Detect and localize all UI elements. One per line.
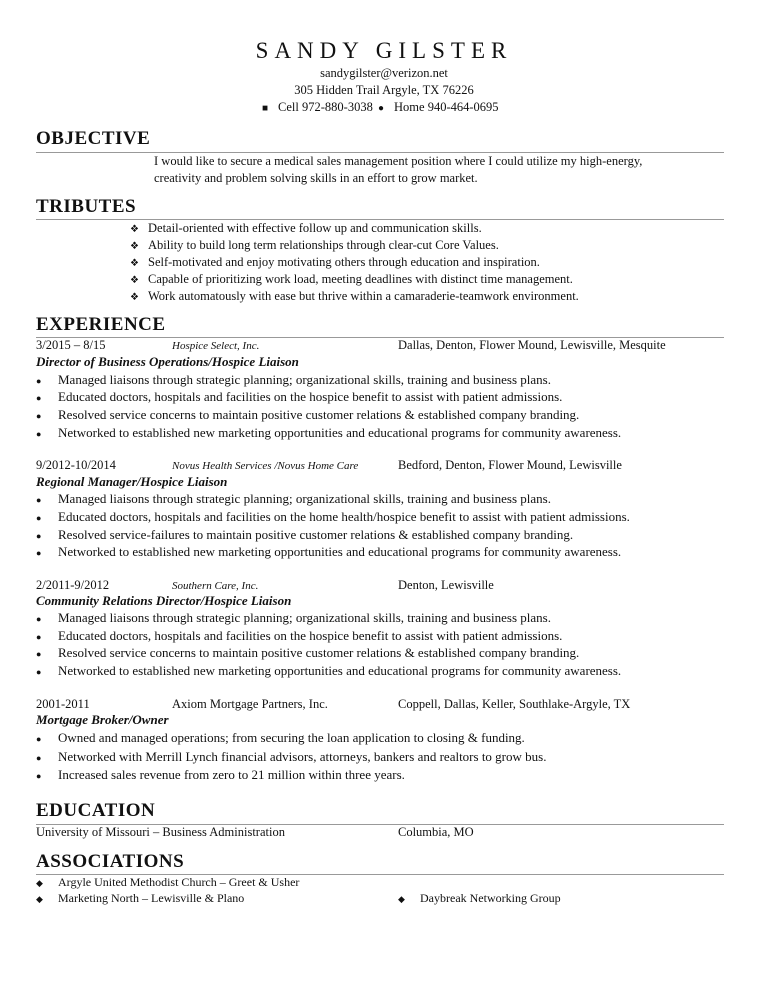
job-company: Novus Health Services /Novus Home Care xyxy=(172,460,359,472)
job-bullet: ● Educated doctors, hospitals and facilities on the hospice benefit to assist with patient admissions. xyxy=(36,389,563,404)
job-dates: 9/2012-10/2014 xyxy=(36,458,116,472)
cell-phone: Cell 972-880-3038 xyxy=(278,100,373,114)
associations-heading: ASSOCIATIONS xyxy=(36,851,185,872)
education-school: University of Missouri – Business Administration xyxy=(36,825,285,839)
tributes-heading: TRIBUTES xyxy=(36,196,137,217)
tribute-item: ❖ Work automatously with ease but thrive within a camaraderie-teamwork environment. xyxy=(130,289,579,303)
job-bullet: ● Resolved service-failures to maintain positive customer relations & established company branding. xyxy=(36,527,574,542)
job-dates: 2/2011-9/2012 xyxy=(36,578,110,592)
bullet-icon: ● xyxy=(36,667,42,677)
star-bullet-icon: ❖ xyxy=(130,258,139,269)
bullet-icon: ● xyxy=(36,771,42,781)
bullet-icon: ● xyxy=(36,495,42,505)
bullet-icon: ● xyxy=(377,103,385,114)
job-bullet: ● Increased sales revenue from zero to 21 million within three years. xyxy=(36,767,405,782)
section-divider xyxy=(36,219,724,220)
email-text: sandygilster@verizon.net xyxy=(320,66,448,80)
star-bullet-icon: ❖ xyxy=(130,224,139,235)
candidate-name: SANDY GILSTER xyxy=(255,38,513,63)
phone-line xyxy=(262,100,499,115)
address-text: 305 Hidden Trail Argyle, TX 76226 xyxy=(294,83,474,97)
diamond-bullet-icon: ◆ xyxy=(36,894,43,904)
job-company: Southern Care, Inc. xyxy=(172,580,259,592)
bullet-icon: ● xyxy=(36,614,42,624)
tribute-item: ❖ Ability to build long term relationships through clear-cut Core Values. xyxy=(130,238,499,252)
association-item: ◆ Daybreak Networking Group xyxy=(398,891,561,905)
job-dates: 3/2015 – 8/15 xyxy=(36,338,106,352)
bullet-icon: ● xyxy=(36,649,42,659)
tribute-item: ❖ Capable of prioritizing work load, meeting deadlines with distinct time management. xyxy=(130,272,573,286)
job-company: Axiom Mortgage Partners, Inc. xyxy=(172,697,328,711)
diamond-bullet-icon: ◆ xyxy=(36,878,43,888)
objective-heading: OBJECTIVE xyxy=(36,128,151,149)
job-bullet: ● Networked to established new marketing opportunities and educational programs for community awareness. xyxy=(36,425,622,440)
objective-text-2: creativity and problem solving skills in an effort to grow market. xyxy=(154,171,478,185)
star-bullet-icon: ❖ xyxy=(130,292,139,303)
bullet-icon: ● xyxy=(36,753,42,763)
experience-heading: EXPERIENCE xyxy=(36,314,166,335)
job-location: Dallas, Denton, Flower Mound, Lewisville, Mesquite xyxy=(398,338,666,352)
bullet-icon: ● xyxy=(36,376,42,386)
bullet-icon: ■ xyxy=(262,103,269,114)
job-bullet: ● Networked with Merrill Lynch financial advisors, attorneys, bankers and realtors to grow bus. xyxy=(36,749,547,764)
bullet-icon: ● xyxy=(36,411,42,421)
tribute-item: ❖ Self-motivated and enjoy motivating others through education and inspiration. xyxy=(130,255,540,269)
job-dates: 2001-2011 xyxy=(36,697,90,711)
job-bullet: ● Managed liaisons through strategic planning; organizational skills, training and business plans. xyxy=(36,491,551,506)
star-bullet-icon: ❖ xyxy=(130,275,139,286)
job-company: Hospice Select, Inc. xyxy=(172,340,260,352)
job-bullet: ● Networked to established new marketing opportunities and educational programs for community awareness. xyxy=(36,663,622,678)
tribute-item: ❖ Detail-oriented with effective follow up and communication skills. xyxy=(130,221,482,235)
diamond-bullet-icon: ◆ xyxy=(398,894,405,904)
objective-text-1: I would like to secure a medical sales management position where I could utilize my high-energy, xyxy=(154,154,643,168)
bullet-icon: ● xyxy=(36,632,42,642)
bullet-icon: ● xyxy=(36,513,42,523)
star-bullet-icon: ❖ xyxy=(130,241,139,252)
job-title: Director of Business Operations/Hospice Liaison xyxy=(36,354,299,369)
association-item: ◆ Marketing North – Lewisville & Plano xyxy=(36,891,245,905)
bullet-icon: ● xyxy=(36,734,42,744)
association-item: ◆ Argyle United Methodist Church – Greet & Usher xyxy=(36,875,300,889)
job-bullet: ● Educated doctors, hospitals and facilities on the hospice benefit to assist with patient admissions. xyxy=(36,628,563,643)
job-title: Mortgage Broker/Owner xyxy=(36,712,169,727)
education-heading: EDUCATION xyxy=(36,800,156,821)
bullet-icon: ● xyxy=(36,393,42,403)
job-bullet: ● Managed liaisons through strategic planning; organizational skills, training and business plans. xyxy=(36,372,551,387)
job-bullet: ● Networked to established new marketing opportunities and educational programs for community awareness. xyxy=(36,544,622,559)
job-location: Bedford, Denton, Flower Mound, Lewisville xyxy=(398,458,622,472)
job-bullet: ● Educated doctors, hospitals and facilities on the home health/hospice benefit to assist with patient admissions. xyxy=(36,509,630,524)
section-divider xyxy=(36,152,724,153)
education-location: Columbia, MO xyxy=(398,825,474,839)
job-bullet: ● Managed liaisons through strategic planning; organizational skills, training and business plans. xyxy=(36,610,551,625)
bullet-icon: ● xyxy=(36,548,42,558)
bullet-icon: ● xyxy=(36,531,42,541)
job-title: Regional Manager/Hospice Liaison xyxy=(36,474,228,489)
bullet-icon: ● xyxy=(36,429,42,439)
home-phone: Home 940-464-0695 xyxy=(394,100,499,114)
job-location: Denton, Lewisville xyxy=(398,578,494,592)
job-bullet: ● Owned and managed operations; from securing the loan application to closing & funding. xyxy=(36,730,525,745)
job-title: Community Relations Director/Hospice Liaison xyxy=(36,593,292,608)
job-bullet: ● Resolved service concerns to maintain positive customer relations & established company branding. xyxy=(36,645,580,660)
job-bullet: ● Resolved service concerns to maintain positive customer relations & established company branding. xyxy=(36,407,580,422)
job-location: Coppell, Dallas, Keller, Southlake-Argyle, TX xyxy=(398,697,631,711)
